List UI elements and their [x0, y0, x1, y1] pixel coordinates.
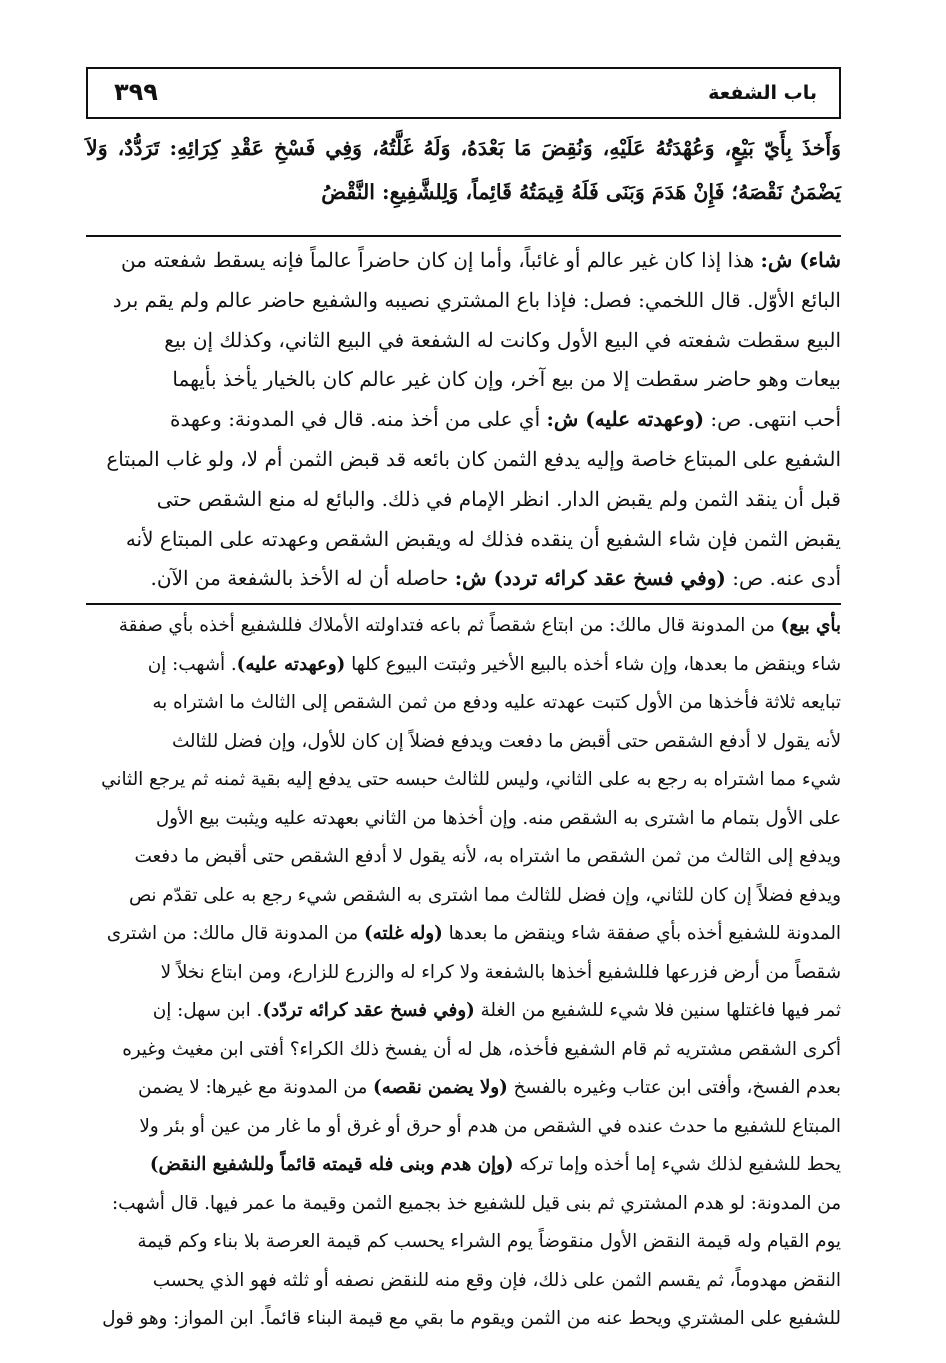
- text-segment: البيع سقطت شفعته في البيع الأول وكانت له الشفعة في البيع الثاني، وكذلك إن بيع: [164, 327, 841, 352]
- sharh-line: [86, 480, 841, 520]
- hashiya-line: [86, 1300, 841, 1339]
- quoted-phrase: (وإن هدم وبنى فله قيمته قائماً وللشفيع النقض): [149, 1154, 514, 1175]
- hashiya-line: [86, 992, 841, 1031]
- quoted-phrase: (وعهدته عليه) ش:: [546, 407, 705, 432]
- hashiya-line: [86, 1262, 841, 1301]
- sharh-line: [86, 321, 841, 361]
- quoted-phrase: (وعهدته عليه): [236, 653, 346, 675]
- text-segment: . ابن سهل: إن: [152, 1000, 263, 1021]
- quoted-phrase: (وفي فسخ عقد كرائه تردّد): [262, 1000, 475, 1021]
- text-segment: تبايعه ثلاثة فأخذها من الأول كتبت عهدته عليه ودفع من ثمن الشقص إلى الثالث ما اشتراه به: [152, 692, 841, 713]
- sharh-line: [86, 241, 841, 281]
- quoted-phrase: (وله غلته): [363, 923, 443, 944]
- text-segment: بعدم الفسخ، وأفتى ابن عتاب وغيره بالفسخ: [507, 1077, 841, 1098]
- sharh-line: [86, 281, 841, 321]
- text-segment: ويدفع إلى الثالث من ثمن الشقص ما اشتراه به، لأنه يقول لا أدفع الشقص حتى أقبض ما دفعت: [134, 846, 841, 867]
- quoted-phrase: شاء) ش:: [760, 248, 841, 272]
- hashiya-line: [86, 607, 841, 646]
- quoted-phrase: بأي بيع): [780, 615, 841, 636]
- hashiya-line: [86, 800, 841, 839]
- text-segment: شاء وينقض ما بعدها، وإن شاء أخذه بالبيع الأخير وثبتت البيوع كلها: [345, 653, 841, 675]
- text-segment: يحط للشفيع لذلك شيء إما أخذه وإما تركه: [513, 1154, 841, 1175]
- text-segment: قبل أن ينقد الثمن ولم يقبض الدار. انظر الإمام في ذلك. والبائع له منع الشقص حتى: [156, 486, 841, 511]
- sharh-line: [86, 520, 841, 560]
- text-segment: هذا إذا كان غير عالم أو غائباً، وأما إن كان حاضراً عالماً فإنه يسقط شفعته من: [120, 248, 761, 272]
- text-segment: المبتاع للشفيع ما حدث عنده في الشقص من هدم أو حرق أو غرق أو ما غار من عين أو بئر ولا: [139, 1115, 841, 1137]
- text-segment: من المدونة قال مالك: من ابتاع شقصاً ثم باعه فتداولته الأملاك فللشفيع أخذه بأي صفقة: [118, 615, 781, 636]
- hashiya-line: [86, 1146, 841, 1185]
- page-number: ٣٩٩: [114, 78, 158, 106]
- sharh-line: [86, 440, 841, 480]
- text-segment: النقض مهدوماً، ثم يقسم الثمن على ذلك، فإن وقع منه للنقض نصفه أو ثلثه فهو الذي يحسب: [152, 1269, 841, 1291]
- text-segment: أي على من أخذ منه. قال في المدونة: وعهدة: [170, 407, 547, 432]
- matn-paragraph: وَأَخذَ بِأَيّ بَيْعٍ، وَعُهْدَتُهُ عَلَيْهِ، وَنُقِضَ مَا بَعْدَهُ، وَلَهُ غَلَّتُهُ، وَفِي فَسْخِ عَقْدِ كِرَائِهِ: تَرَدُّدٌ، وَلاَ يَضْمَنُ نَقْصَهُ؛ فَإِنْ هَدَمَ وَبَنَى فَلَهُ قِيمَتُهُ قَائِماً، وَلِلشَّفِيعِ: النَّقْضُ: [86, 136, 841, 204]
- text-segment: من المدونة: لو هدم المشتري ثم بنى قيل للشفيع خذ بجميع الثمن وقيمة ما عمر فيها. قال أشهب:: [111, 1192, 841, 1214]
- commentary-sharh: [86, 241, 841, 599]
- hashiya-line: [86, 1223, 841, 1262]
- text-segment: البائع الأوّل. قال اللخمي: فصل: فإذا باع المشتري نصيبه والشفيع حاضر عالم ولم يقم برد: [112, 287, 841, 312]
- text-segment: لأنه يقول لا أدفع الشقص حتى أقبض ما دفعت ويدفع فضلاً إن كان للأول، وإن فضل للثالث: [171, 730, 841, 752]
- text-segment: ثمر فيها فاغتلها سنين فلا شيء للشفيع من الغلة: [474, 1000, 841, 1021]
- text-segment: يوم القيام وله قيمة النقض الأول منقوضاً يوم الشراء يحسب كم قيمة العرصة بلا بناء وكم قيمة: [137, 1231, 841, 1252]
- text-segment: للشفيع على المشتري ويحط عنه من الثمن ويقوم ما بقي مع قيمة البناء قائماً. ابن المواز: وهو قول: [102, 1308, 841, 1329]
- text-segment: بيعات وهو حاضر سقطت إلا من بيع آخر، وإن كان غير عالم كان بالخيار يأخذ بأيهما: [172, 367, 841, 392]
- hashiya-line: [86, 1108, 841, 1147]
- hashiya-line: [86, 954, 841, 993]
- text-segment: أحب انتهى. ص:: [704, 407, 841, 432]
- text-segment: ويدفع فضلاً إن كان للثاني، وإن فضل للثالث مما اشترى به الشقص شيء رجع به على تقدّم نص: [129, 884, 841, 906]
- text-segment: . أشهب: إن: [147, 653, 237, 675]
- divider-rule: [86, 603, 841, 605]
- text-segment: شقصاً من أرض فزرعها فللشفيع أخذها بالشفعة ولا كراء له والزرع للزارع، ومن ابتاع نخلاً لا: [160, 961, 841, 983]
- text-segment: حاصله أن له الأخذ بالشفعة من الآن.: [150, 566, 455, 591]
- running-header: [86, 67, 841, 119]
- text-segment: المدونة للشفيع أخذه بأي صفقة شاء وينقض ما بعدها: [442, 923, 841, 944]
- hashiya-line: [86, 1185, 841, 1224]
- hashiya-line: [86, 915, 841, 954]
- text-segment: شيء مما اشتراه به رجع به على الثاني، وليس للثالث حبسه حتى يدفع إليه بقية ثمنه ثم يرجع الثاني: [101, 769, 841, 790]
- chapter-title: باب الشفعة: [708, 82, 817, 104]
- text-segment: يقبض الثمن فإن شاء الشفيع أن ينقده فذلك له ويقبض الشقص وعهدته على المبتاع لأنه: [125, 526, 841, 551]
- hashiya-line: [86, 684, 841, 723]
- sharh-line: [86, 360, 841, 400]
- quoted-phrase: (ولا يضمن نقصه): [373, 1077, 508, 1098]
- text-segment: على الأول بتمام ما اشترى به الشقص منه. وإن أخذها من الثاني بعهدته عليه ويثبت بيع الأول: [155, 807, 841, 829]
- hashiya-line: [86, 838, 841, 877]
- hashiya-line: [86, 1069, 841, 1108]
- text-segment: من المدونة قال مالك: من اشترى: [106, 923, 364, 944]
- footnote-hashiya: [86, 607, 841, 1339]
- divider-rule: [86, 235, 841, 237]
- sharh-line: [86, 559, 841, 599]
- main-text-matn: [86, 126, 841, 214]
- hashiya-line: [86, 877, 841, 916]
- text-segment: أدى عنه. ص:: [725, 566, 841, 591]
- hashiya-line: [86, 723, 841, 762]
- sharh-line: [86, 400, 841, 440]
- text-segment: أكرى الشقص مشتريه ثم قام الشفيع فأخذه، هل له أن يفسخ ذلك الكراء؟ أفتى ابن مغيث وغيره: [122, 1038, 841, 1060]
- hashiya-line: [86, 1031, 841, 1070]
- text-segment: من المدونة مع غيرها: لا يضمن: [138, 1077, 374, 1098]
- text-segment: الشفيع على المبتاع خاصة وإليه يدفع الثمن كان بائعه قد قبض الثمن أم لا، ولو غاب المبتاع: [106, 446, 841, 471]
- hashiya-line: [86, 646, 841, 685]
- hashiya-line: [86, 761, 841, 800]
- quoted-phrase: (وفي فسخ عقد كرائه تردد) ش:: [454, 566, 726, 591]
